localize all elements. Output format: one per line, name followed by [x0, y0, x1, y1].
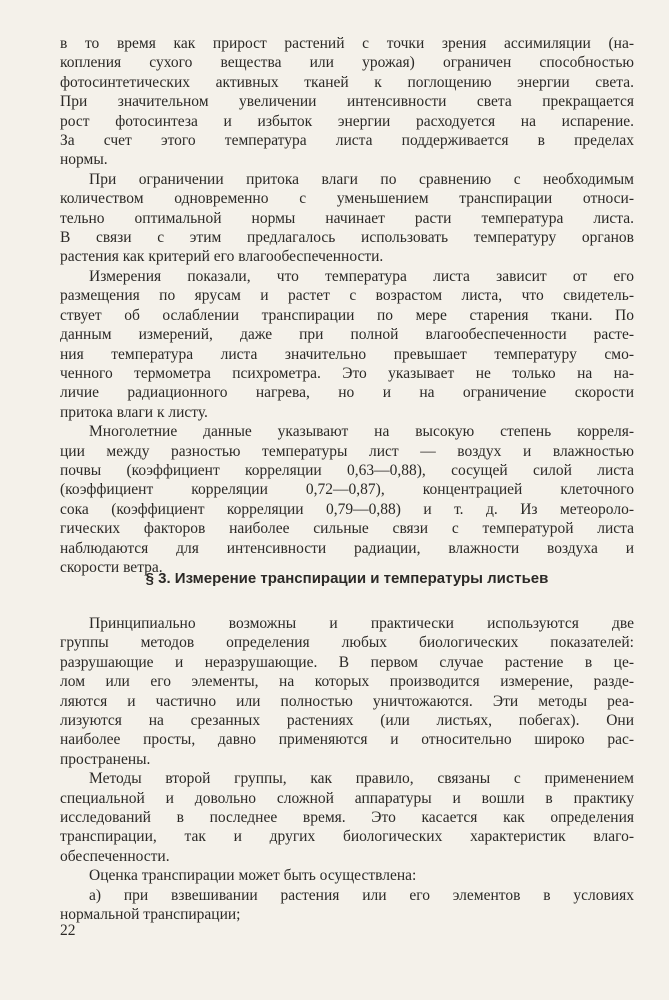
page-body — [60, 34, 634, 577]
page-number: 22 — [60, 922, 76, 939]
text-line: транспирации, так и других биологических характеристик влаго- — [60, 828, 634, 846]
text-line: Методы второй группы, как правило, связаны с применением — [89, 770, 634, 788]
text-line: Многолетние данные указывают на высокую степень корреля- — [89, 423, 634, 441]
text-line: количеством одновременно с уменьшением транспирации относи- — [60, 190, 634, 208]
text-line: рост фотосинтеза и избыток энергии расходуется на испарение. — [60, 112, 634, 130]
text-line: в то время как прирост растений с точки зрения ассимиляции (на- — [60, 35, 634, 52]
text-line: наиболее просты, давно применяются и относительно широко рас- — [60, 731, 634, 749]
text-line: Измерения показали, что температура листа зависит от его — [89, 267, 634, 285]
text-line: Принципиально возможны и практически используются две — [89, 615, 634, 632]
text-line: ствует об ослаблении транспирации по мере старения ткани. По — [60, 306, 634, 324]
text-line: почвы (коэффициент корреляции 0,63—0,88), сосущей силой листа — [60, 461, 634, 479]
text-block-1 — [60, 34, 634, 577]
text-line: растения как критерий его влагообеспеченности. — [60, 248, 384, 266]
text-line: специальной и довольно сложной аппаратуры и вошли в практику — [60, 789, 634, 807]
text-line: пространены. — [60, 750, 151, 768]
text-line: скорости ветра. — [60, 558, 163, 576]
text-line: лом или его элементы, на которых производится измерение, разде- — [60, 673, 634, 691]
text-line: исследований в последнее время. Это касается как определения — [60, 809, 634, 827]
text-line: нормальной транспирации; — [60, 906, 241, 924]
text-line: В связи с этим предлагалось использовать температуру органов — [60, 229, 634, 247]
text-line: При ограничении притока влаги по сравнению с необходимым — [89, 170, 634, 188]
text-line: сока (коэффициент корреляции 0,79—0,88) и т. д. Из метеороло- — [60, 500, 634, 518]
text-line: лизуются на срезанных растениях (или листьях, побегах). Они — [60, 712, 634, 730]
text-line: данным измерений, даже при полной влагообеспеченности расте- — [60, 326, 634, 344]
text-line: ченного термометра психрометра. Это указывает не только на на- — [60, 364, 634, 382]
text-line: нормы. — [60, 151, 108, 169]
text-line: обеспеченности. — [60, 847, 170, 865]
text-line: ляются и частично или полностью уничтожаются. Эти методы реа- — [60, 692, 634, 710]
text-line: Оценка транспирации может быть осуществлена: — [89, 867, 417, 885]
text-line: притока влаги к листу. — [60, 403, 208, 421]
text-line: (коэффициент корреляции 0,72—0,87), концентрацией клеточного — [60, 481, 634, 499]
text-line: личие радиационного нагрева, но и на ограничение скорости — [60, 384, 634, 402]
text-line: При значительном увеличении интенсивности света прекращается — [60, 93, 634, 111]
text-line: фотосинтетических активных тканей к поглощению энергии света. — [60, 73, 634, 91]
text-line: За счет этого температура листа поддерживается в пределах — [60, 132, 634, 150]
text-line: тельно оптимальной нормы начинает расти температура листа. — [60, 209, 634, 227]
text-line: размещения по ярусам и растет с возрастом листа, что свидетель- — [60, 287, 634, 305]
text-line: наблюдаются для интенсивности радиации, влажности воздуха и — [60, 539, 634, 557]
page-body-2 — [60, 614, 634, 925]
text-line: ции между разностью температуры лист — воздух и влажностью — [60, 442, 634, 460]
text-line: копления сухого вещества или урожая) ограничен способностью — [60, 54, 634, 72]
text-line: разрушающие и неразрушающие. В первом случае растение в це- — [60, 653, 634, 671]
text-line: гических факторов наиболее сильные связи с температурой листа — [60, 520, 634, 538]
text-line: группы методов определения любых биологических показателей: — [60, 634, 634, 652]
text-line: ния температура листа значительно превышает температуру смо- — [60, 345, 634, 363]
text-line: а) при взвешивании растения или его элементов в условиях — [89, 886, 634, 904]
section-heading: § 3. Измерение транспирации и температуры листьев — [145, 570, 549, 587]
text-block-2 — [60, 614, 634, 925]
